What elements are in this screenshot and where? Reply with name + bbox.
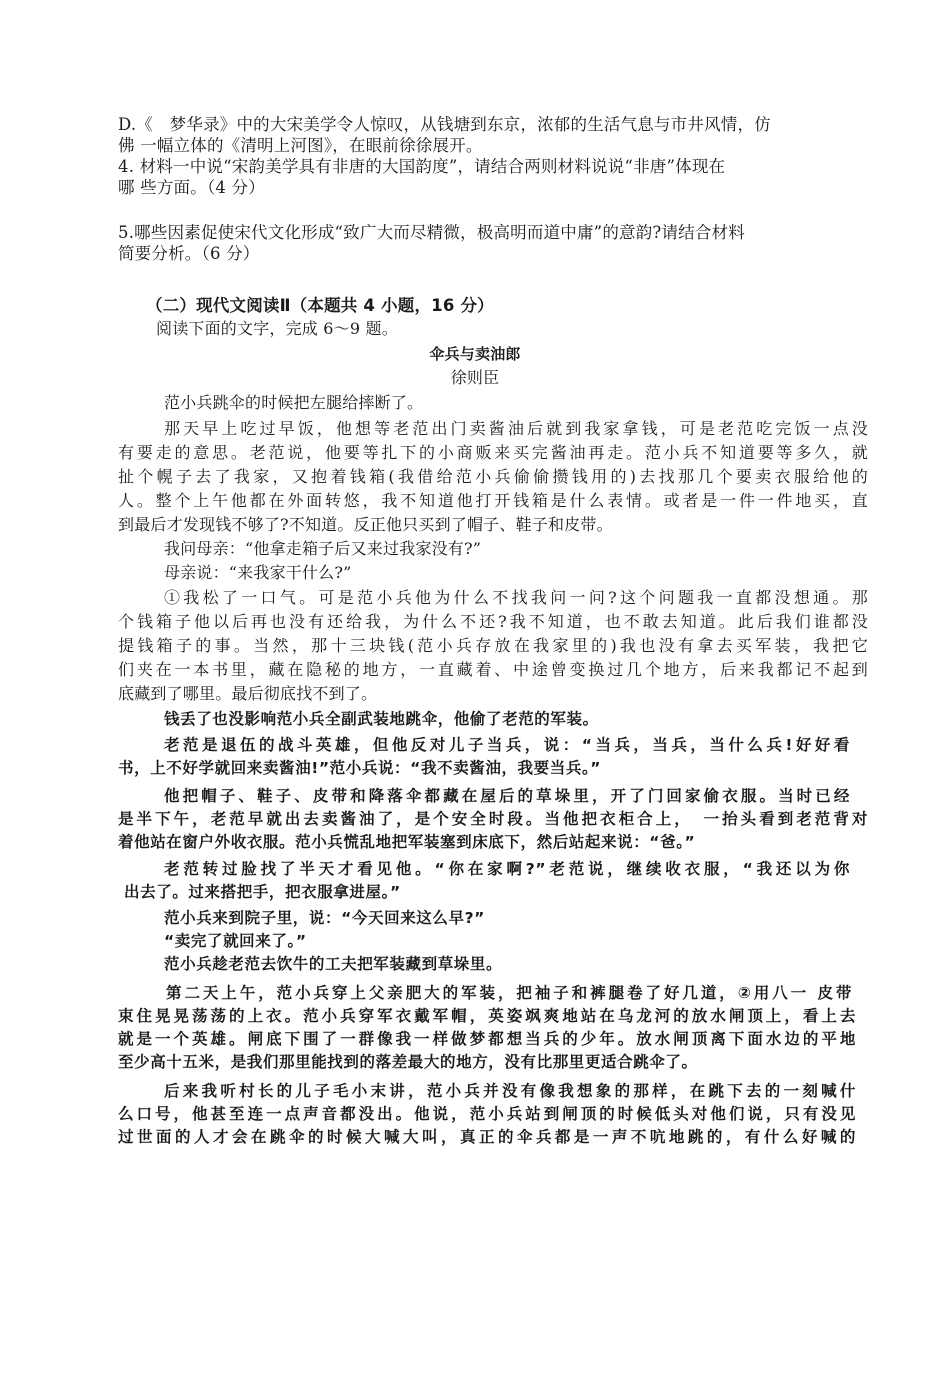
paragraph-1: 范小兵跳伞的时候把左腿给摔断了。	[164, 393, 424, 412]
question-4-line-1: 4. 材料一中说“宋韵美学具有非唐的大国韵度”，请结合两则材料说说“非唐”体现在	[118, 157, 726, 176]
paragraph-2-line-2: 有要走的意思。老范说，他要等扎下的小商贩来买完酱油再走。范小兵不知道要等多久，就	[118, 443, 868, 462]
paragraph-7-line-1: 老范是退伍的战斗英雄，但他反对儿子当兵，说：“当兵，当兵，当什么兵!好好看	[164, 736, 850, 754]
paragraph-9-line-2: 出去了。过来搭把手，把衣服拿进屋。”	[124, 883, 401, 901]
paragraph-2-line-1: 那天早上吃过早饭，他想等老范出门卖酱油后就到我家拿钱，可是老范吃完饭一点没	[164, 419, 868, 438]
paragraph-13-line-3: 就是一个英雄。闸底下围了一群像我一样做梦都想当兵的少年。放水闸顶离下面水边的平地	[118, 1030, 856, 1048]
paragraph-3: 我问母亲：“他拿走箱子后又来过我家没有?”	[164, 539, 482, 558]
question-4-line-2: 哪 些方面。（4 分）	[118, 178, 265, 197]
article-author: 徐则臣	[450, 368, 500, 387]
paragraph-5-line-5: 底藏到了哪里。最后彻底找不到了。	[118, 684, 378, 703]
paragraph-2-line-5: 到最后才发现钱不够了?不知道。反正他只买到了帽子、鞋子和皮带。	[118, 515, 613, 534]
paragraph-10: 范小兵来到院子里，说：“今天回来这么早?”	[164, 909, 485, 927]
article-title: 伞兵与卖油郎	[429, 345, 521, 363]
paragraph-2-line-4: 人。整个上午他都在外面转悠，我不知道他打开钱箱是什么表情。或者是一件一件地买，直	[118, 491, 868, 510]
paragraph-14-line-3: 过世面的人才会在跳伞的时候大喊大叫，真正的伞兵都是一声不吭地跳的，有什么好喊的	[118, 1128, 856, 1146]
paragraph-4: 母亲说：“来我家干什么?”	[164, 563, 352, 582]
question-5-line-2: 简要分析。（6 分）	[118, 244, 260, 263]
paragraph-11: “卖完了就回来了。”	[164, 932, 307, 950]
paragraph-13-line-1: 第二天上午，范小兵穿上父亲肥大的军装，把袖子和裤腿卷了好几道，②用八一 皮带	[166, 984, 852, 1002]
paragraph-12: 范小兵趁老范去饮牛的工夫把军装藏到草垛里。	[164, 955, 503, 973]
paragraph-13-line-4: 至少高十五米，是我们那里能找到的落差最大的地方，没有比那里更适合跳伞了。	[118, 1053, 698, 1071]
paragraph-8-line-2: 是半下午，老范早就出去卖酱油了，是个安全时段。当他把衣柜合上， 一抬头看到老范背对	[118, 810, 868, 828]
option-d-line-2: 佛 一幅立体的《清明上河图》，在眼前徐徐展开。	[118, 136, 483, 155]
paragraph-5-line-1: ①我松了一口气。可是范小兵他为什么不找我问一问?这个问题我一直都没想通。那	[164, 588, 868, 607]
paragraph-8-line-3: 着他站在窗户外收衣服。范小兵慌乱地把军装塞到床底下，然后站起来说：“爸。”	[118, 833, 696, 851]
paragraph-6: 钱丢了也没影响范小兵全副武装地跳伞，他偷了老范的军装。	[164, 710, 599, 728]
section-instruction: 阅读下面的文字，完成 6～9 题。	[156, 319, 398, 338]
paragraph-9-line-1: 老范转过脸找了半天才看见他。“你在家啊?”老范说，继续收衣服，“我还以为你	[164, 860, 850, 878]
section-heading: （二）现代文阅读Ⅱ（本题共 4 小题，16 分）	[146, 296, 494, 315]
paragraph-14-line-2: 么口号，他甚至连一点声音都没出。他说，范小兵站到闸顶的时候低头对他们说，只有没见	[118, 1105, 856, 1123]
question-5-line-1: 5.哪些因素促使宋代文化形成“致广大而尽精微，极高明而道中庸”的意韵?请结合材料	[118, 223, 745, 242]
paragraph-13-line-2: 束住晃晃荡荡的上衣。范小兵穿军衣戴军帽，英姿飒爽地站在乌龙河的放水闸顶上，看上去	[118, 1007, 856, 1025]
option-d-line-1: D.《 梦华录》中的大宋美学令人惊叹，从钱塘到东京，浓郁的生活气息与市井风情，仿	[118, 115, 771, 134]
paragraph-7-line-2: 书，上不好学就回来卖酱油!”范小兵说：“我不卖酱油，我要当兵。”	[118, 759, 602, 777]
paragraph-2-line-3: 扯个幌子去了我家，又抱着钱箱(我借给范小兵偷偷攒钱用的)去找那几个要卖衣服给他的	[118, 467, 868, 486]
paragraph-5-line-2: 个钱箱子他以后再也没有还给我，为什么不还?我不知道，也不敢去知道。此后我们谁都没	[118, 612, 868, 631]
paragraph-5-line-3: 提钱箱子的事。当然，那十三块钱(范小兵存放在我家里的)我也没有拿去买军装，我把它	[118, 636, 868, 655]
paragraph-14-line-1: 后来我听村长的儿子毛小末讲，范小兵并没有像我想象的那样，在跳下去的一刻喊什	[164, 1082, 856, 1100]
paragraph-5-line-4: 们夹在一本书里，藏在隐秘的地方，一直藏着、中途曾变换过几个地方，后来我都记不起到	[118, 660, 868, 679]
paragraph-8-line-1: 他把帽子、鞋子、皮带和降落伞都藏在屋后的草垛里，开了门回家偷衣服。当时已经	[164, 787, 850, 805]
